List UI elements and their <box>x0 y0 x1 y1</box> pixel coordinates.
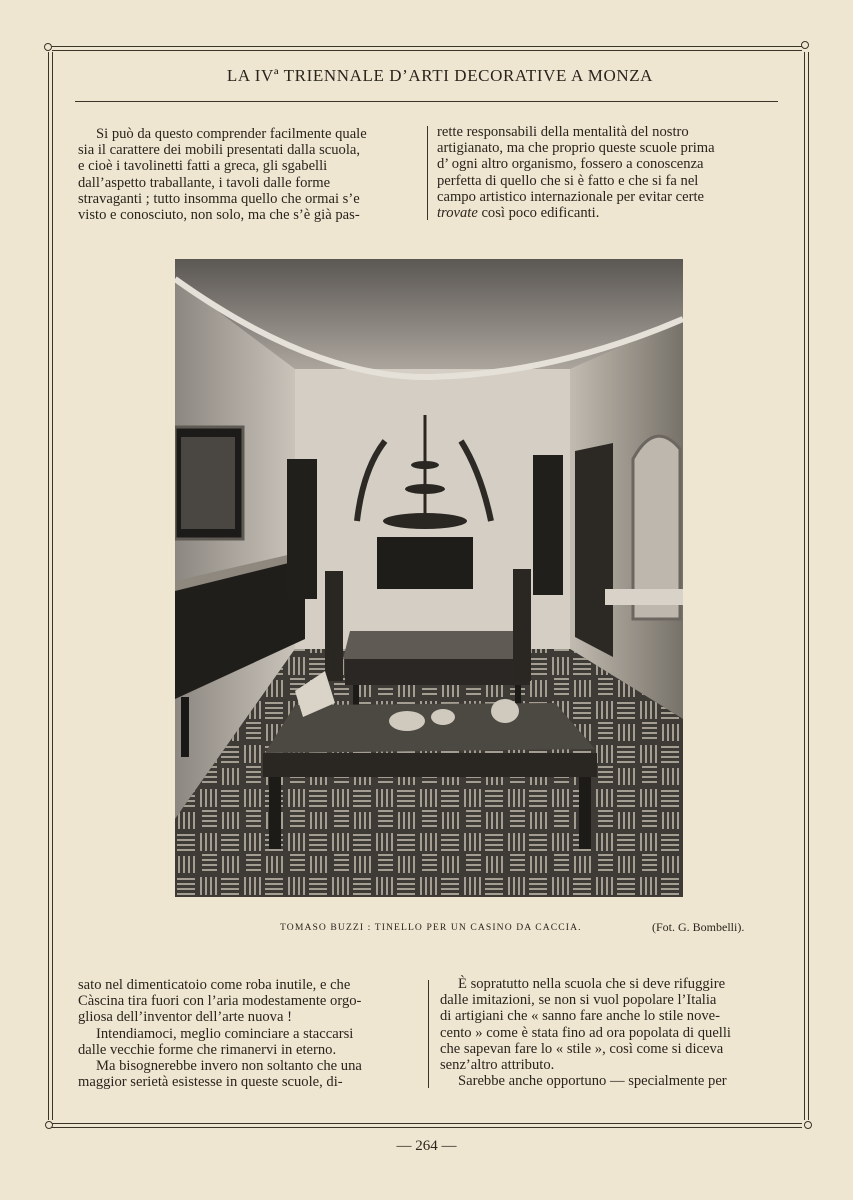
text-line: e cioè i tavolinetti fatti a greca, gli sgabelli <box>78 158 328 175</box>
column-divider <box>428 980 429 1088</box>
text-line: dalle vecchie forme che rimanervi in eterno. <box>78 1041 337 1058</box>
text-line: stravaganti ; tutto insomma quello che ormai s’e <box>78 190 360 207</box>
frame-corner-ornament <box>804 1121 812 1129</box>
column-divider <box>427 126 428 220</box>
text-line: cento » come è stata fino ad ora popolata di quelli <box>440 1024 731 1041</box>
text-column-bottom-right <box>440 976 782 1089</box>
running-header: LA IVª TRIENNALE D’ARTI DECORATIVE A MONZA <box>226 66 654 85</box>
frame-right-rule-inner <box>808 52 809 1120</box>
text-line: Sarebbe anche opportuno — specialmente per <box>458 1073 727 1090</box>
text-column-bottom-left <box>78 977 419 1090</box>
italic-word: trovate <box>437 205 478 222</box>
text-line: gliosa dell’inventor dell’arte nuova ! <box>78 1009 292 1026</box>
frame-corner-ornament <box>44 43 52 51</box>
frame-top-rule-inner <box>52 50 802 51</box>
text-line: visto e conosciuto, non solo, ma che s’è già pas- <box>78 207 360 224</box>
text-line: d’ ogni altro organismo, fossero a conoscenza <box>437 156 704 173</box>
interior-photograph <box>175 259 683 897</box>
frame-corner-ornament <box>45 1121 53 1129</box>
text-line: artigianato, ma che proprio queste scuole prima <box>437 140 715 157</box>
text-line: di artigiani che « sanno fare anche lo stile nove- <box>440 1008 721 1025</box>
photo-credit: (Fot. G. Bombelli). <box>652 920 745 934</box>
frame-bottom-rule <box>52 1123 802 1124</box>
frame-top-rule <box>52 46 802 47</box>
text-line: Si può da questo comprender facilmente quale <box>96 126 367 142</box>
text-column-top-right <box>437 124 780 221</box>
text-line: dall’aspetto traballante, i tavoli dalle forme <box>78 174 331 191</box>
text-line <box>437 205 780 221</box>
text-column-top-left <box>78 126 415 223</box>
frame-left-rule <box>48 52 49 1120</box>
header-rule <box>75 101 778 102</box>
text-line: Càscina tira fuori con l’aria modestamente orgo- <box>78 993 362 1010</box>
text-line: senz’altro attributo. <box>440 1057 555 1074</box>
frame-left-rule-inner <box>52 52 53 1120</box>
frame-corner-ornament <box>801 41 809 49</box>
text-line: campo artistico internazionale per evitar certe <box>437 188 705 205</box>
frame-right-rule <box>804 52 805 1120</box>
text-fragment: così poco edificanti. <box>477 205 600 222</box>
dining-room-illustration <box>175 259 683 897</box>
text-line: rette responsabili della mentalità del nostro <box>437 124 689 140</box>
text-line: sia il carattere dei mobili presentati dalla scuola, <box>78 142 361 159</box>
text-line: maggior serietà esistesse in queste scuole, di- <box>78 1074 343 1091</box>
text-line: perfetta di quello che si è fatto e che si fa nel <box>437 172 699 189</box>
text-line: che sapevan fare lo « stile », così come si diceva <box>440 1040 724 1057</box>
photo-caption: TOMASO BUZZI : TINELLO PER UN CASINO DA CACCIA. <box>280 922 582 933</box>
text-line: È sopratutto nella scuola che si deve rifuggire <box>458 976 726 992</box>
text-line: dalle imitazioni, se non si vuol popolare l’Italia <box>440 992 717 1009</box>
text-line: sato nel dimenticatoio come roba inutile, e che <box>78 977 351 993</box>
page-number: — 264 — <box>396 1138 457 1154</box>
text-line: Intendiamoci, meglio cominciare a staccarsi <box>96 1025 354 1042</box>
frame-bottom-rule-inner <box>52 1127 802 1128</box>
text-line: Ma bisognerebbe invero non soltanto che una <box>96 1058 362 1075</box>
